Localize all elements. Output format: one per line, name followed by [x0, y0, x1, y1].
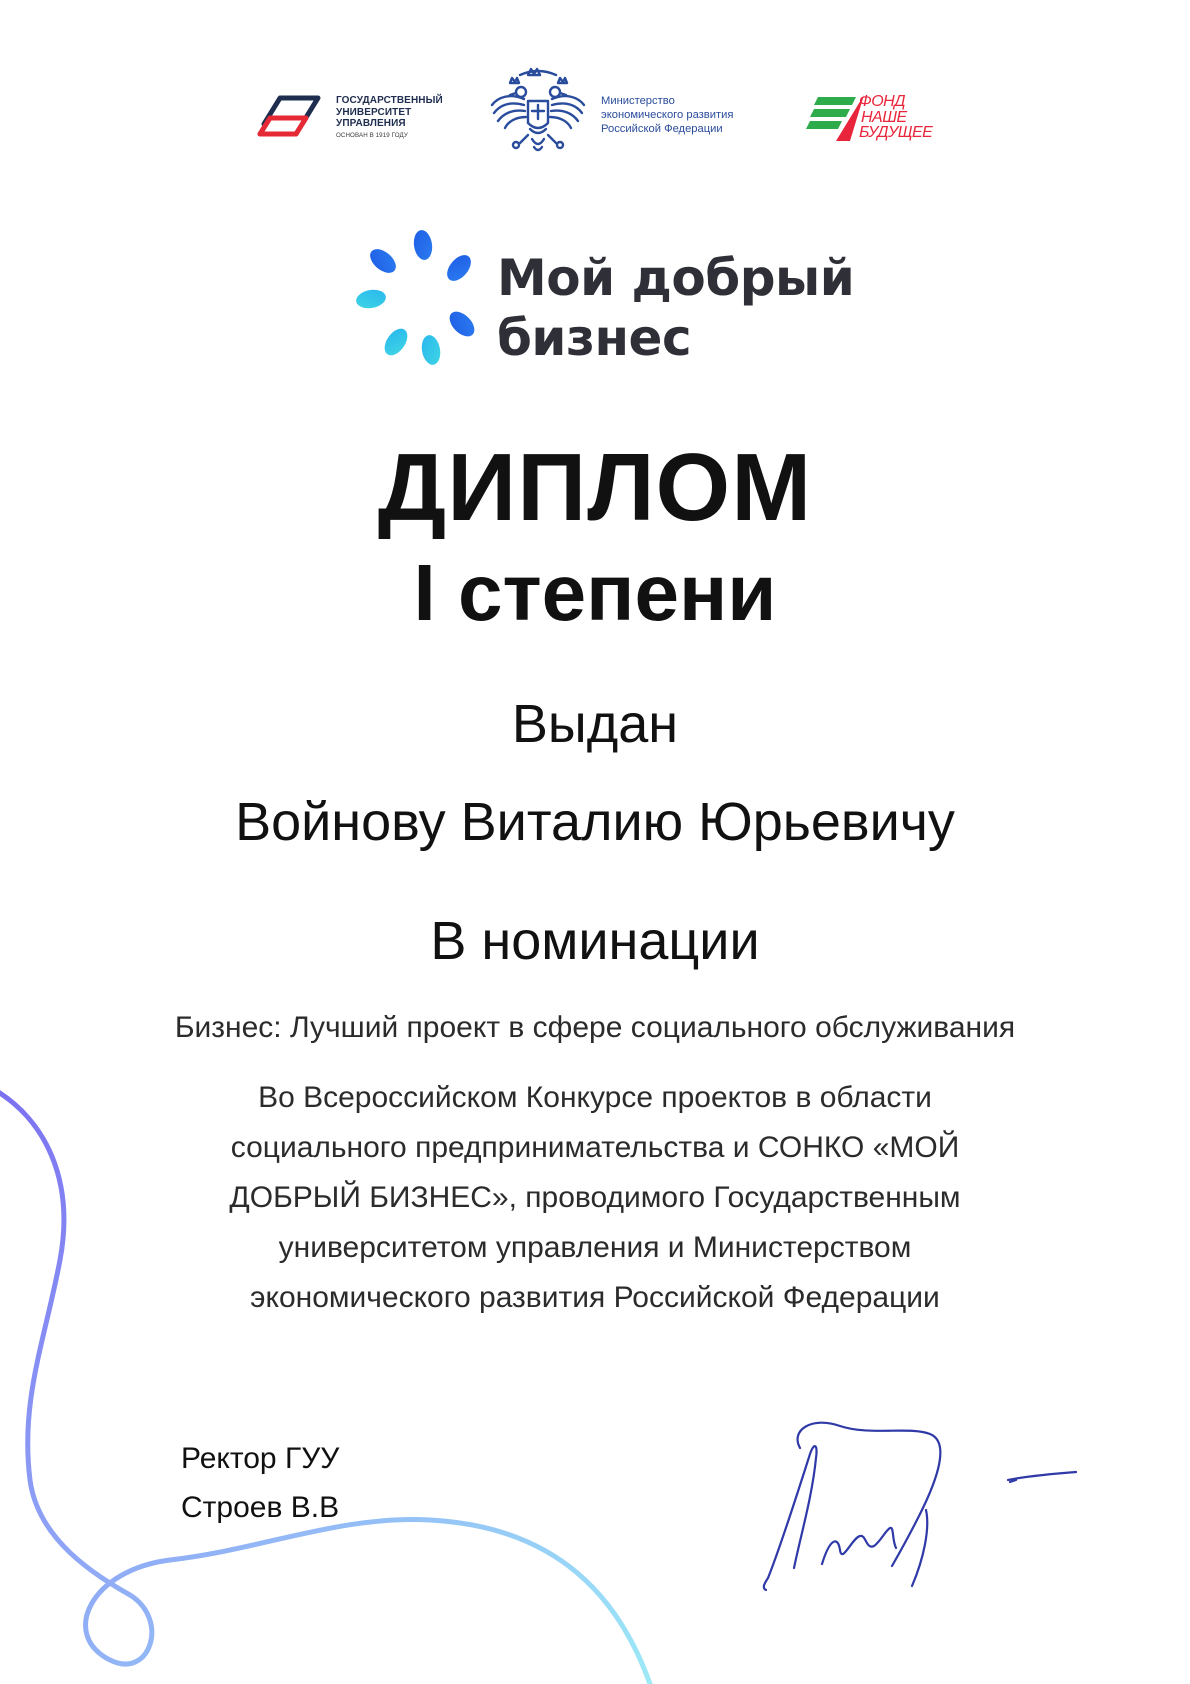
- nomination-label: В номинации: [430, 911, 760, 971]
- ministry-name-line: экономического развития: [601, 109, 734, 121]
- ministry-name-line: Министерство: [601, 95, 675, 107]
- fund-name-line: БУДУЩЕЕ: [859, 124, 933, 141]
- guu-name-line: ГОСУДАРСТВЕННЫЙ: [336, 95, 443, 106]
- description-line: социального предпринимательства и СОНКО «МОЙ: [230, 1131, 960, 1164]
- diploma-title: ДИПЛОМ: [377, 434, 813, 541]
- signer-name: Строев В.В: [181, 1491, 340, 1524]
- handwritten-signature: [760, 1418, 1080, 1598]
- ministry-logo: [488, 63, 768, 163]
- guu-founded: ОСНОВАН В 1919 ГОДУ: [336, 131, 408, 139]
- signer-block: [181, 1434, 339, 1532]
- guu-name-line: УНИВЕРСИТЕТ: [336, 106, 412, 118]
- double-headed-eagle-icon: [488, 63, 588, 163]
- fund-name-line: НАШЕ: [861, 108, 907, 126]
- competition-description: [0, 1073, 1190, 1323]
- competition-logo: [350, 228, 870, 378]
- book-emblem-icon: [256, 94, 322, 144]
- issued-label: Выдан: [511, 694, 679, 754]
- signer-position: Ректор ГУУ: [181, 1442, 340, 1475]
- brand-name-line: бизнес: [497, 309, 692, 367]
- recipient-name: Войнову Виталию Юрьевичу: [235, 792, 955, 852]
- petal-ring-icon: [350, 228, 490, 378]
- description-line: Во Всероссийском Конкурсе проектов в области: [258, 1081, 932, 1114]
- brand-name-line: Мой добрый: [497, 249, 855, 307]
- description-line: экономического развития Российской Федерации: [250, 1281, 940, 1314]
- guu-name-line: УПРАВЛЕНИЯ: [336, 118, 406, 129]
- fund-logo: [806, 93, 946, 149]
- description-line: ДОБРЫЙ БИЗНЕС», проводимого Государственным: [229, 1181, 961, 1214]
- fund-name-line: ФОНД: [859, 93, 905, 110]
- diploma-degree: I степени: [413, 548, 777, 637]
- nomination-title: Бизнес: Лучший проект в сфере социального обслуживания: [174, 1011, 1016, 1044]
- ministry-name-line: Российской Федерации: [601, 123, 723, 135]
- description-line: университетом управления и Министерством: [278, 1231, 912, 1264]
- guu-logo: [256, 90, 456, 150]
